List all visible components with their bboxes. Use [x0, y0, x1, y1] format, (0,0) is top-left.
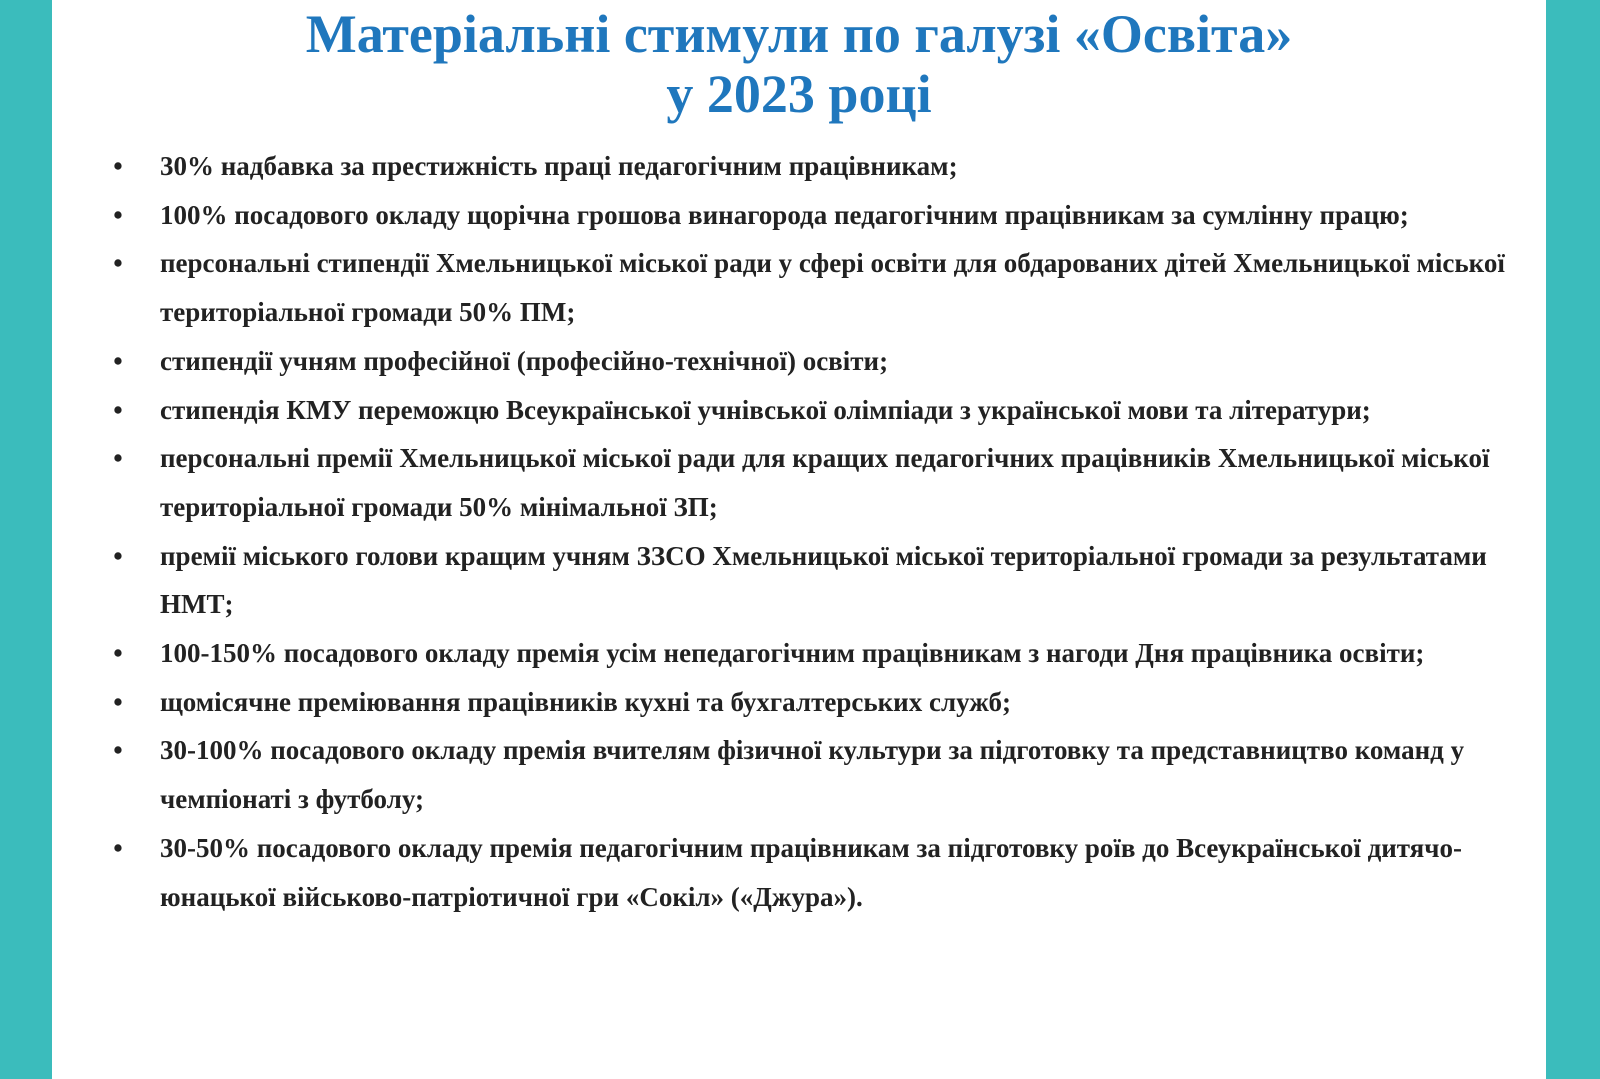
slide [52, 0, 1546, 1079]
list-item-text: 100-150% посадового окладу премія усім непедагогічним працівникам з нагоди Дня працівника освіти; [160, 638, 1425, 669]
bullet-icon: • [113, 151, 123, 181]
slide-title [52, 4, 1546, 124]
bullet-icon: • [113, 248, 123, 279]
list-item [108, 629, 1528, 678]
bullet-icon: • [113, 686, 123, 717]
list-item [108, 386, 1528, 435]
bullet-list [108, 142, 1528, 921]
list-item [108, 678, 1528, 727]
bullet-icon: • [113, 735, 123, 766]
list-item-text: щомісячне преміювання працівників кухні та бухгалтерських служб; [160, 686, 1011, 717]
bullet-icon: • [113, 345, 123, 376]
list-item [108, 824, 1528, 921]
list-item-text: 30-100% посадового окладу премія вчителям фізичної культури за підготовку та представництво команд у чемпіонаті з футболу; [160, 735, 1465, 815]
list-item [108, 239, 1528, 336]
bullet-icon: • [113, 443, 123, 474]
title-line-2: у 2023 році [666, 64, 932, 124]
list-item [108, 726, 1528, 823]
list-item-text: 30-50% посадового окладу премія педагогічним працівникам за підготовку роїв до Всеукраїнської дитячо-юнацької військово-патріотичної гри «Сокіл» («Джура»). [160, 832, 1463, 912]
list-item [108, 337, 1528, 386]
list-item-text: стипендії учням професійної (професійно-технічної) освіти; [160, 345, 889, 376]
list-item-text: персональні премії Хмельницької міської ради для кращих педагогічних працівників Хмельницької міської територіальної громади 50% мінімальної ЗП; [160, 443, 1490, 522]
bullet-icon: • [113, 199, 123, 230]
list-item-text: 100% посадового окладу щорічна грошова винагорода педагогічним працівникам за сумлінну працю; [160, 199, 1409, 230]
bullet-icon: • [113, 540, 123, 571]
list-item [108, 532, 1528, 629]
left-accent-bar [0, 0, 52, 1079]
list-item-text: премії міського голови кращим учням ЗЗСО Хмельницької міської територіальної громади за результатами НМТ; [160, 540, 1487, 620]
bullet-icon: • [113, 638, 123, 669]
list-item [108, 142, 1528, 191]
list-item-text: персональні стипендії Хмельницької міської ради у сфері освіти для обдарованих дітей Хмельницької міської територіальної громади 50% ПМ; [160, 248, 1505, 328]
list-item-text: 30% надбавка за престижність праці педагогічним працівникам; [160, 151, 958, 181]
title-line-1: Матеріальні стимули по галузі «Освіта» [305, 4, 1293, 64]
list-item [108, 434, 1528, 531]
list-item [108, 191, 1528, 240]
bullet-icon: • [113, 832, 123, 863]
list-item-text: стипендія КМУ переможцю Всеукраїнської учнівської олімпіади з української мови та літератури; [160, 394, 1371, 425]
bullet-icon: • [113, 394, 123, 425]
right-accent-bar [1546, 0, 1600, 1079]
